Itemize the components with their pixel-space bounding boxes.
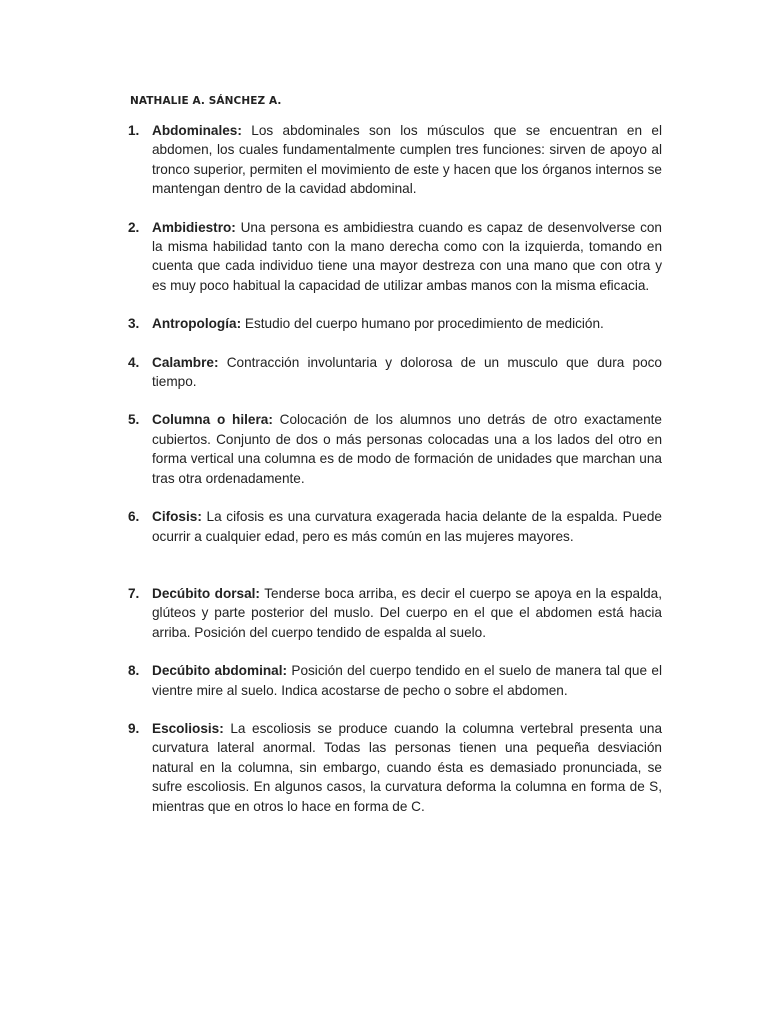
entry-definition: Los abdominales son los músculos que se encuentran en el abdomen, los cuales fundamentalmente cumplen tres funciones: sirven de apoyo al tronco superior, permiten el movimiento de este y hacen que los órganos internos se mantengan dentro de la cavidad abdominal. (152, 123, 662, 197)
entry-definition: Posición del cuerpo tendido en el suelo de manera tal que el vientre mire al suelo. Indica acostarse de pecho o sobre el abdomen. (152, 663, 662, 698)
entry-term: Columna o hilera: (152, 412, 273, 428)
entry-term: Ambidiestro: (152, 219, 236, 235)
entry-number: 7. (128, 585, 140, 601)
entry-number: 2. (128, 219, 140, 235)
glossary-entry (128, 410, 662, 488)
entry-number: 5. (128, 412, 140, 428)
glossary-list (128, 121, 662, 835)
entry-number: 4. (128, 354, 140, 370)
entry-term: Decúbito abdominal: (152, 663, 288, 679)
entry-definition: Contracción involuntaria y dolorosa de un musculo que dura poco tiempo. (152, 354, 662, 390)
glossary-entry (128, 719, 662, 816)
entry-definition: Estudio del cuerpo humano por procedimiento de medición. (244, 316, 604, 332)
entry-term: Cifosis: (152, 509, 202, 525)
entry-number: 6. (128, 509, 140, 525)
glossary-entry (128, 121, 662, 199)
glossary-entry (128, 314, 662, 333)
entry-number: 9. (128, 720, 140, 736)
entry-term: Antropología: (152, 316, 242, 332)
entry-term: Escoliosis: (152, 720, 224, 736)
entry-number: 1. (128, 123, 140, 138)
entry-definition: La cifosis es una curvatura exagerada hacia delante de la espalda. Puede ocurrir a cualquier edad, pero es más común en las mujeres mayores. (152, 509, 662, 544)
glossary-entry (128, 353, 662, 392)
entry-definition: Tenderse boca arriba, es decir el cuerpo se apoya en la espalda, glúteos y parte posterior del muslo. Del cuerpo en el que el abdomen está hacia arriba. Posición del cuerpo tendido de espalda al suelo. (152, 585, 663, 640)
entry-definition: La escoliosis se produce cuando la columna vertebral presenta una curvatura lateral anormal. Todas las personas tienen una pequeña desviación natural en la columna, sin embargo, cuando ésta es demasiado pronunciada, se sufre escoliosis. En algunos casos, la curvatura deforma la columna en forma de S, mientras que en otros lo hace en forma de C. (152, 720, 662, 814)
glossary-entry (128, 584, 662, 642)
entry-number: 3. (128, 316, 140, 332)
glossary-entry (128, 661, 662, 700)
entry-term: Calambre: (152, 354, 219, 370)
entry-term: Decúbito dorsal: (152, 585, 260, 601)
glossary-entry (128, 507, 662, 546)
entry-definition: Una persona es ambidiestra cuando es capaz de desenvolverse con la misma habilidad tanto con la mano derecha como con la izquierda, tomando en cuenta que cada individuo tiene una mayor destreza con una mano que con otra y es muy poco habitual la capacidad de utilizar ambas manos con la misma eficacia. (152, 219, 662, 293)
glossary-entry (128, 218, 662, 296)
entry-number: 8. (128, 663, 140, 679)
entry-definition: Colocación de los alumnos uno detrás de otro exactamente cubiertos. Conjunto de dos o más personas colocadas una a los lados del otro en forma vertical una columna es de modo de formación de unidades que marchan una tras otra ordenadamente. (152, 412, 662, 486)
entry-term: Abdominales: (152, 123, 242, 138)
author-name: NATHALIE A. SÁNCHEZ A. (130, 95, 282, 107)
